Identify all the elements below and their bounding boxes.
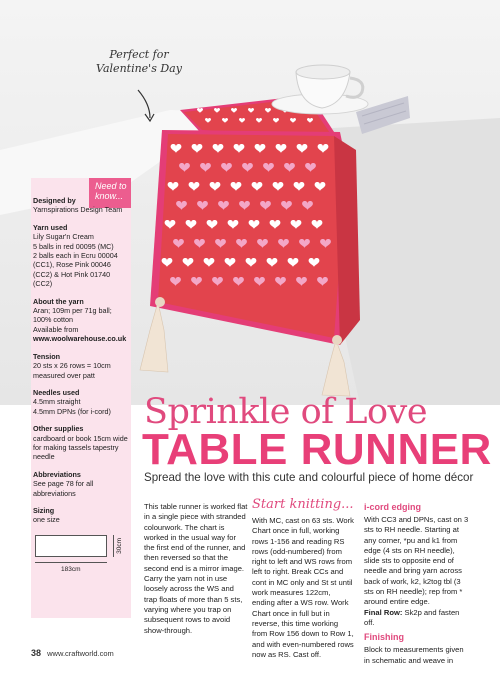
yarn-heading: Yarn used	[33, 222, 68, 232]
abbreviations-text: See page 78 for all abbreviations	[33, 479, 94, 498]
start-knitting-heading: Start knitting...	[252, 497, 354, 512]
icord-heading: i-cord edging	[364, 502, 421, 512]
article-title-line-2: TABLE RUNNER	[142, 425, 492, 474]
needles-heading: Needles used	[33, 387, 80, 397]
tassel-left	[140, 302, 168, 372]
body-column-1	[144, 502, 248, 636]
sizing-heading: Sizing	[33, 505, 55, 515]
schematic	[33, 529, 121, 587]
tension-block	[33, 352, 129, 380]
needles-block	[33, 388, 129, 416]
sizing-text: one size	[33, 515, 60, 525]
about-yarn-text: Aran; 109m per 71g ball; 100% cotton	[33, 306, 112, 325]
needles-line: 4.5mm straight	[33, 397, 81, 407]
schematic-outline	[35, 535, 107, 557]
photo-callout: Perfect for Valentine's Day	[96, 48, 182, 75]
callout-arrow	[138, 90, 150, 118]
about-yarn-url[interactable]: www.woolwarehouse.co.uk	[33, 334, 127, 344]
supplies-heading: Other supplies	[33, 424, 84, 434]
about-yarn-block	[33, 297, 129, 344]
schematic-height-label: 30cm	[116, 537, 123, 554]
abbreviations-heading: Abbreviations	[33, 469, 81, 479]
finishing-heading: Finishing	[364, 632, 404, 643]
tassel-knot-left	[155, 297, 165, 307]
about-yarn-heading: About the yarn	[33, 296, 84, 306]
designed-by-value: Yarnspirations Design Team	[33, 205, 123, 215]
yarn-line: 5 balls in red 00095 (MC)	[33, 241, 114, 251]
runner	[150, 95, 360, 345]
page-number: 38	[31, 648, 42, 658]
supplies-text: cardboard or book 15cm wide for making tassels tapestry needle	[33, 433, 128, 462]
abbreviations-block	[33, 470, 129, 498]
tension-heading: Tension	[33, 351, 61, 361]
body-column-2	[252, 497, 355, 660]
final-row-label: Final Row:	[364, 607, 403, 617]
sizing-block	[33, 506, 129, 587]
icord-text: With CC3 and DPNs, cast on 3 sts to RH needle. Starting at any corner, *pu and k1 from edge (4 sts on RH needle), slide sts to opposite end of needle and bring yarn across back of work, k2, k2tog tbl (3 sts on RH needle); rep from * around entire edge.	[364, 515, 469, 607]
article-title-line-1: Sprinkle of Love	[144, 392, 428, 432]
final-row	[364, 608, 470, 629]
article-standfirst: Spread the love with this cute and colourful piece of home décor	[144, 471, 474, 484]
tassel-knot-right	[332, 335, 342, 345]
supplies-block	[33, 424, 129, 462]
final-row-text: Sk2p and fasten off.	[364, 607, 460, 627]
schematic-width-line	[35, 562, 107, 563]
need-to-know-content	[33, 196, 129, 595]
yarn-line: 2 balls each in Ecru 00004 (CC1), Rose Pink 00046 (CC2) & Hot Pink 01740 (CC2)	[33, 251, 118, 289]
yarn-block	[33, 223, 129, 289]
teacup-rim	[296, 65, 350, 79]
schematic-width-label: 183cm	[61, 565, 81, 573]
footer-site[interactable]: www.craftworld.com	[47, 649, 114, 658]
designed-by-heading: Designed by	[33, 196, 76, 205]
need-to-know-tab: Need to know...	[89, 178, 131, 208]
start-knitting-text: With MC, cast on 63 sts. Work Chart once in full, working rows 1-156 and reading RS rows (odd-numbered) from right to left and WS rows from left to right. Break CCs and cont in MC only and St st until work measures 122cm, ending after a WS row. Work Chart once in full but in reverse, this time working from Row 156 down to Row 1, and with even-numbered rows now as RS. Cast off.	[252, 516, 354, 659]
tassel-right	[322, 340, 350, 396]
needles-line: 4.5mm DPNs (for i-cord)	[33, 406, 111, 416]
body-column-3	[364, 502, 470, 666]
about-yarn-available: Available from	[33, 324, 79, 334]
tension-text: 20 sts x 26 rows = 10cm measured over patt	[33, 361, 111, 380]
schematic-height-line	[113, 535, 114, 557]
intro-text: This table runner is worked flat in a single piece with stranded colourwork. The chart is worked in the usual way for the first end of the runner, and then reversed so that the second end is a mirror image. Carry the yarn not in use loosely across the WS and trap floats of more than 5 sts, varying where you trap on subsequent rows to avoid show-through.	[144, 502, 248, 635]
designed-by-block	[33, 196, 129, 215]
yarn-line: Lily Sugar'n Cream	[33, 232, 94, 242]
page-footer	[31, 648, 114, 658]
finishing-text: Block to measurements given in schematic and weave in	[364, 645, 464, 665]
